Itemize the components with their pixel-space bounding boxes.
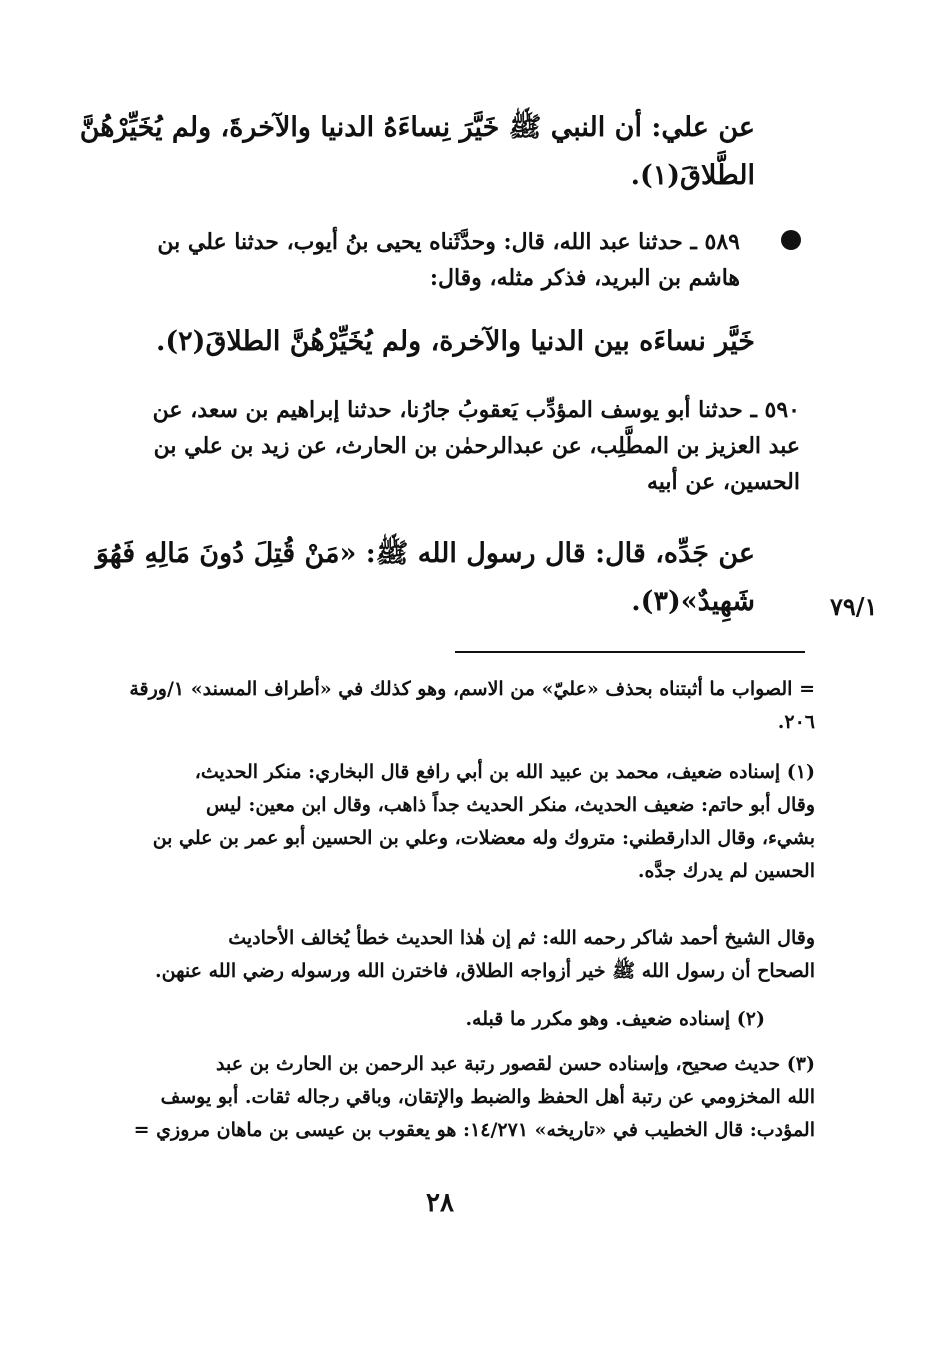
text-line: الحسين، عن أبيه bbox=[647, 469, 800, 495]
footnote-separator bbox=[455, 651, 805, 653]
text-line: عن علي: أن النبي ﷺ خَيَّرَ نِساءَهُ الدنيا والآخرةَ، ولم يُخَيِّرْهُنَّ bbox=[79, 112, 755, 143]
paragraph-ali-hadith bbox=[79, 104, 755, 200]
margin-reference: ٧٩/١ bbox=[830, 592, 878, 621]
text-line: عن جَدِّه، قال: قال رسول الله ﷺ: «مَنْ قُتِلَ دُونَ مَالِهِ فَهُوَ bbox=[95, 538, 755, 569]
footnote-2 bbox=[400, 1003, 765, 1036]
text-line: (٣) حديث صحيح، وإسناده حسن لقصور رتبة عبد الرحمن بن الحارث بن عبد bbox=[215, 1053, 815, 1075]
text-line: هاشم بن البريد، فذكر مثله، وقال: bbox=[429, 265, 740, 291]
footnote-continuation bbox=[105, 673, 815, 739]
text-line: بشيء، وقال الدارقطني: متروك وله معضلات، وعلي بن الحسين أبو عمر بن علي بن bbox=[152, 827, 815, 849]
text-line: = الصواب ما أثبتناه بحذف «عليّ» من الاسم، وهو كذلك في «أطراف المسند» ١/ورقة bbox=[129, 678, 815, 700]
text-line: الصحاح أن رسول الله ﷺ خير أزواجه الطلاق، فاخترن الله ورسوله رضي الله عنهن. bbox=[155, 960, 815, 982]
text-line: وقال الشيخ أحمد شاكر رحمه الله: ثم إن هٰذا الحديث خطأ يُخالف الأحاديث bbox=[228, 927, 815, 949]
hadith-bullet-icon bbox=[781, 230, 801, 250]
page-number: ٢٨ bbox=[426, 1188, 454, 1218]
text-line: ٥٩٠ ـ حدثنا أبو يوسف المؤدِّب يَعقوبُ جارُنا، حدثنا إبراهيم بن سعد، عن bbox=[152, 397, 800, 423]
text-line: وقال أبو حاتم: ضعيف الحديث، منكر الحديث جداً ذاهب، وقال ابن معين: ليس bbox=[205, 794, 815, 816]
footnote-1-continued bbox=[105, 922, 815, 988]
text-line: (١) إسناده ضعيف، محمد بن عبيد الله بن أبي رافع قال البخاري: منكر الحديث، bbox=[194, 761, 815, 783]
footnote-1 bbox=[105, 756, 815, 888]
text-line: الله المخزومي عن رتبة أهل الحفظ والضبط والإتقان، وباقي رجاله ثقات. أبو يوسف bbox=[160, 1086, 815, 1108]
hadith-590 bbox=[100, 392, 800, 500]
text-line: خَيَّر نساءَه بين الدنيا والآخرة، ولم يُخَيِّرْهُنَّ الطلاقَ(٢). bbox=[155, 326, 755, 357]
text-line: (٢) إسناده ضعيف. وهو مكرر ما قبله. bbox=[465, 1008, 765, 1030]
text-line: ٢٠٦. bbox=[777, 711, 815, 733]
paragraph-martyr bbox=[95, 530, 755, 626]
text-line: ٥٨٩ ـ حدثنا عبد الله، قال: وحدَّثَناه يحيى بنُ أيوب، حدثنا علي بن bbox=[157, 229, 740, 255]
footnote-3 bbox=[105, 1048, 815, 1147]
text-line: الحسين لم يدرك جدَّه. bbox=[637, 860, 815, 882]
hadith-589 bbox=[100, 224, 740, 296]
text-line: الطَّلاقَ(١). bbox=[630, 160, 755, 191]
paragraph-choice bbox=[155, 318, 755, 366]
text-line: شَهِيدٌ»(٣). bbox=[631, 586, 755, 617]
text-line: المؤدب: قال الخطيب في «تاريخه» ١٤/٢٧١: هو يعقوب بن عيسى بن ماهان مروزي = bbox=[133, 1119, 815, 1141]
text-line: عبد العزيز بن المطَّلِب، عن عبدالرحمٰن بن الحارث، عن زيد بن علي بن bbox=[153, 433, 800, 459]
